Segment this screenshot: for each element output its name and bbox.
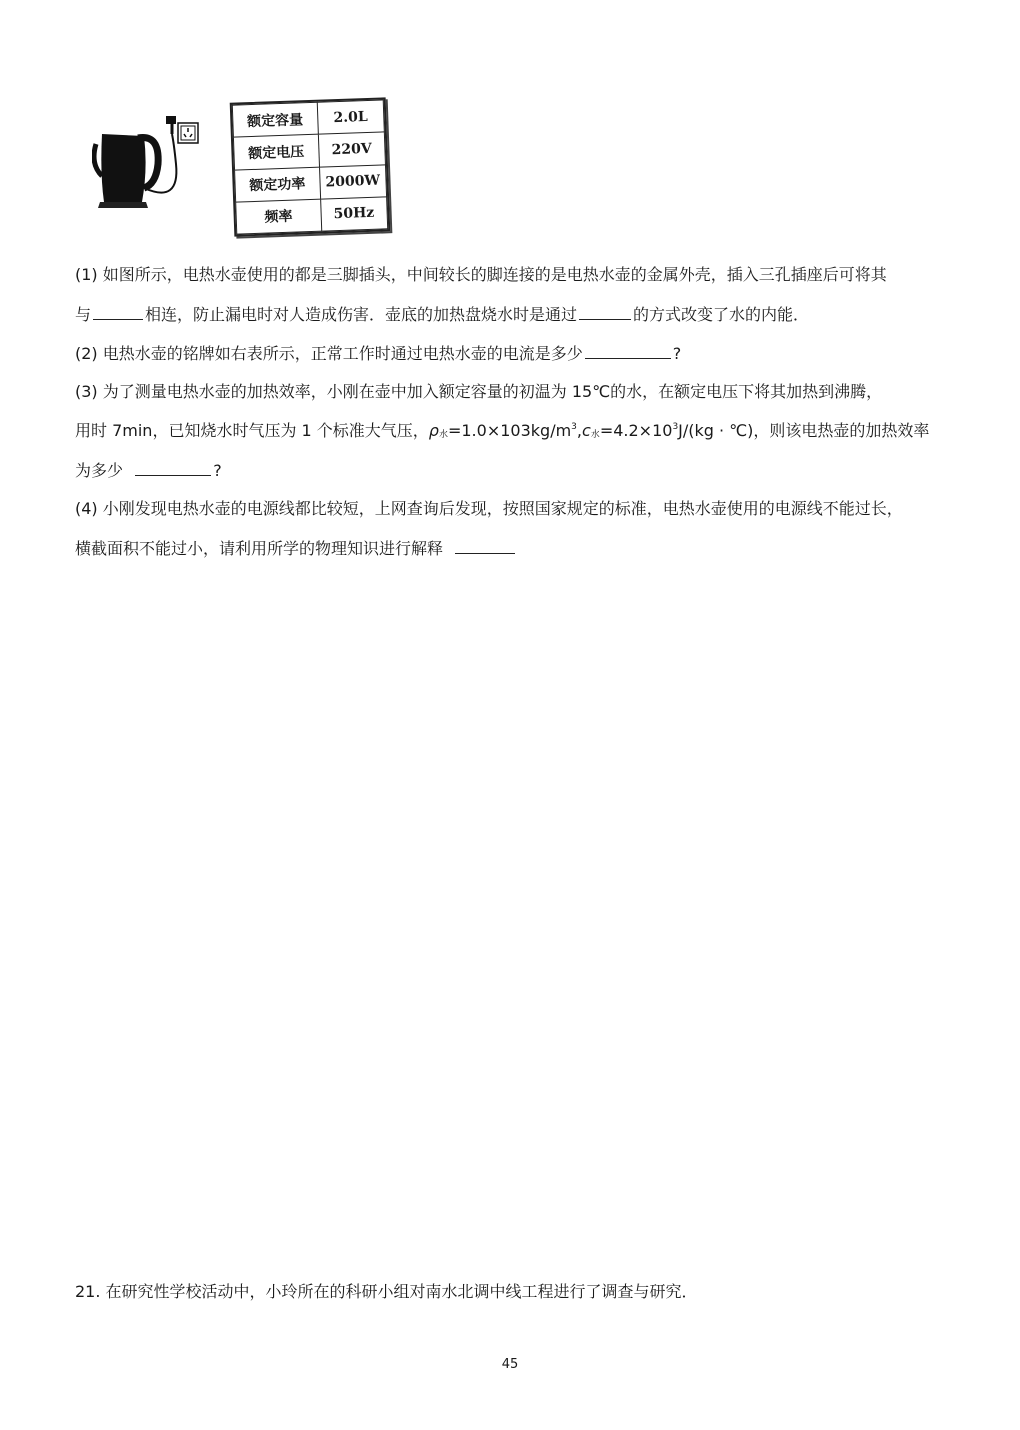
table-row	[233, 132, 385, 170]
q2-line	[75, 342, 681, 365]
nameplate-label: 频率	[236, 199, 322, 234]
q3-line3	[75, 459, 222, 482]
rho-subscript: 水	[438, 430, 448, 440]
c-value: =4.2×10	[599, 421, 673, 440]
three-pin-socket-icon	[177, 122, 199, 144]
c-subscript: 水	[590, 430, 600, 440]
kettle-figure	[92, 92, 392, 237]
answer-blank[interactable]	[585, 342, 671, 359]
c-unit: J/(kg · ℃)，则该电热壶的加热效率	[678, 421, 930, 440]
nameplate-label: 额定电压	[233, 134, 319, 169]
q4-text: 横截面积不能过小，请利用所学的物理知识进行解释	[75, 539, 444, 558]
question-21: 21. 在研究性学校活动中，小玲所在的科研小组对南水北调中线工程进行了调查与研究．	[75, 1282, 698, 1301]
q3-line2	[75, 420, 929, 446]
table-row	[236, 197, 388, 235]
nameplate-table	[230, 97, 391, 236]
q1-line2	[75, 303, 809, 326]
answer-blank[interactable]	[455, 537, 515, 554]
q3-line1: (3) 为了测量电热水壶的加热效率，小刚在壶中加入额定容量的初温为 15℃的水，在额定电压下将其加热到沸腾，	[75, 382, 883, 401]
q3-text-a: 用时 7min，已知烧水时气压为 1 个标准大气压，	[75, 421, 429, 440]
separator: ,	[576, 421, 582, 440]
page-number: 45	[501, 1357, 519, 1372]
q1-line1: (1) 如图所示，电热水壶使用的都是三脚插头，中间较长的脚连接的是电热水壶的金属外壳，插入三孔插座后可将其	[75, 265, 887, 284]
q2-text: (2) 电热水壶的铭牌如右表所示，正常工作时通过电热水壶的电流是多少	[75, 344, 583, 363]
q1-text-b: 相连，防止漏电时对人造成伤害．壶底的加热盘烧水时是通过	[145, 305, 578, 324]
table-row	[235, 164, 387, 202]
q1-text-a: 与	[75, 305, 92, 324]
c-superscript: 3	[672, 422, 679, 432]
answer-blank[interactable]	[135, 459, 211, 476]
answer-blank[interactable]	[93, 303, 143, 320]
nameplate-label: 额定容量	[232, 102, 318, 137]
c-symbol: c	[582, 421, 591, 440]
nameplate-value: 2000W	[319, 164, 387, 199]
q3-end: ?	[213, 461, 222, 480]
answer-blank[interactable]	[579, 303, 631, 320]
rho-value: =1.0×103kg/m	[447, 421, 572, 440]
rho-superscript: 3	[571, 422, 577, 432]
q3-text-c: 为多少	[75, 461, 124, 480]
q1-text-c: 的方式改变了水的内能．	[633, 305, 810, 324]
q2-end: ?	[672, 344, 682, 363]
q4-line2	[75, 537, 517, 560]
nameplate-value: 50Hz	[320, 197, 388, 232]
table-row	[232, 100, 384, 138]
rho-symbol: ρ	[428, 421, 439, 440]
nameplate-label: 额定功率	[235, 167, 321, 202]
nameplate-value: 220V	[318, 132, 386, 167]
q4-line1: (4) 小刚发现电热水壶的电源线都比较短，上网查询后发现，按照国家规定的标准，电热水壶使用的电源线不能过长，	[75, 499, 903, 518]
nameplate-value: 2.0L	[317, 100, 385, 135]
